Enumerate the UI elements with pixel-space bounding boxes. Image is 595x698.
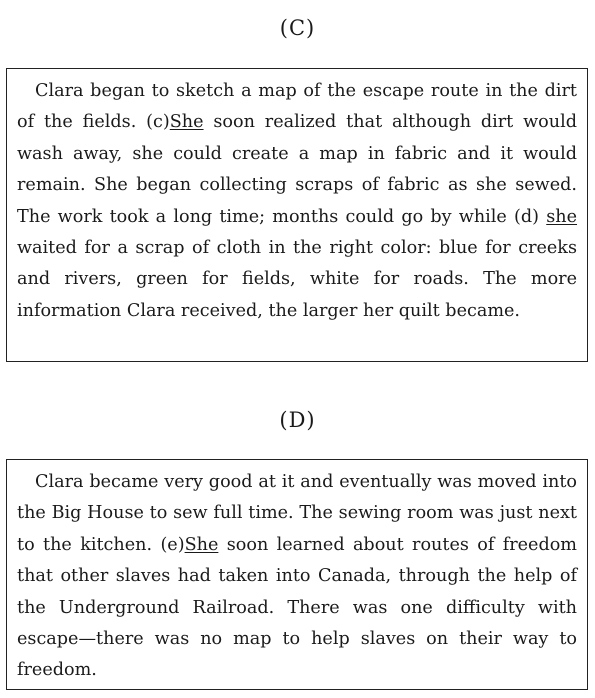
marker-e: (e) xyxy=(160,534,185,555)
passage-c-segment-2: soon realized that although dirt would wash away, she could create a map in fabric and it would remain. She began collecting scraps of fabric as she sewed. The work took a long time; months could go by while xyxy=(17,112,577,227)
section-label-d: (D) xyxy=(279,408,316,432)
passage-c-segment-1: Clara began to sketch a map of the escape route in the dirt of the fields. xyxy=(17,81,577,133)
passage-text-c xyxy=(17,76,577,327)
pronoun-ref-d: she xyxy=(546,206,578,227)
pronoun-ref-c: She xyxy=(169,112,204,133)
passage-text-d xyxy=(17,467,577,687)
pronoun-ref-e: She xyxy=(184,534,219,555)
section-label-c: (C) xyxy=(279,16,316,40)
marker-d: (d) xyxy=(514,206,540,227)
passage-d-segment-2: soon learned about routes of freedom that other slaves had taken into Canada, through the help of the Underground Railroad. There was one difficulty with escape—there was no map to help slaves on their way to freedom. xyxy=(17,534,577,681)
passage-d-segment-1: Clara became very good at it and eventually was moved into the Big House to sew full time. The sewing room was just next to the kitchen. xyxy=(17,472,577,555)
passage-box-d xyxy=(6,459,588,690)
passage-c-segment-3: waited for a scrap of cloth in the right color: blue for creeks and rivers, green for fields, white for roads. The more information Clara received, the larger her quilt became. xyxy=(17,238,577,321)
passage-box-c xyxy=(6,68,588,362)
marker-c: (c) xyxy=(146,112,170,133)
